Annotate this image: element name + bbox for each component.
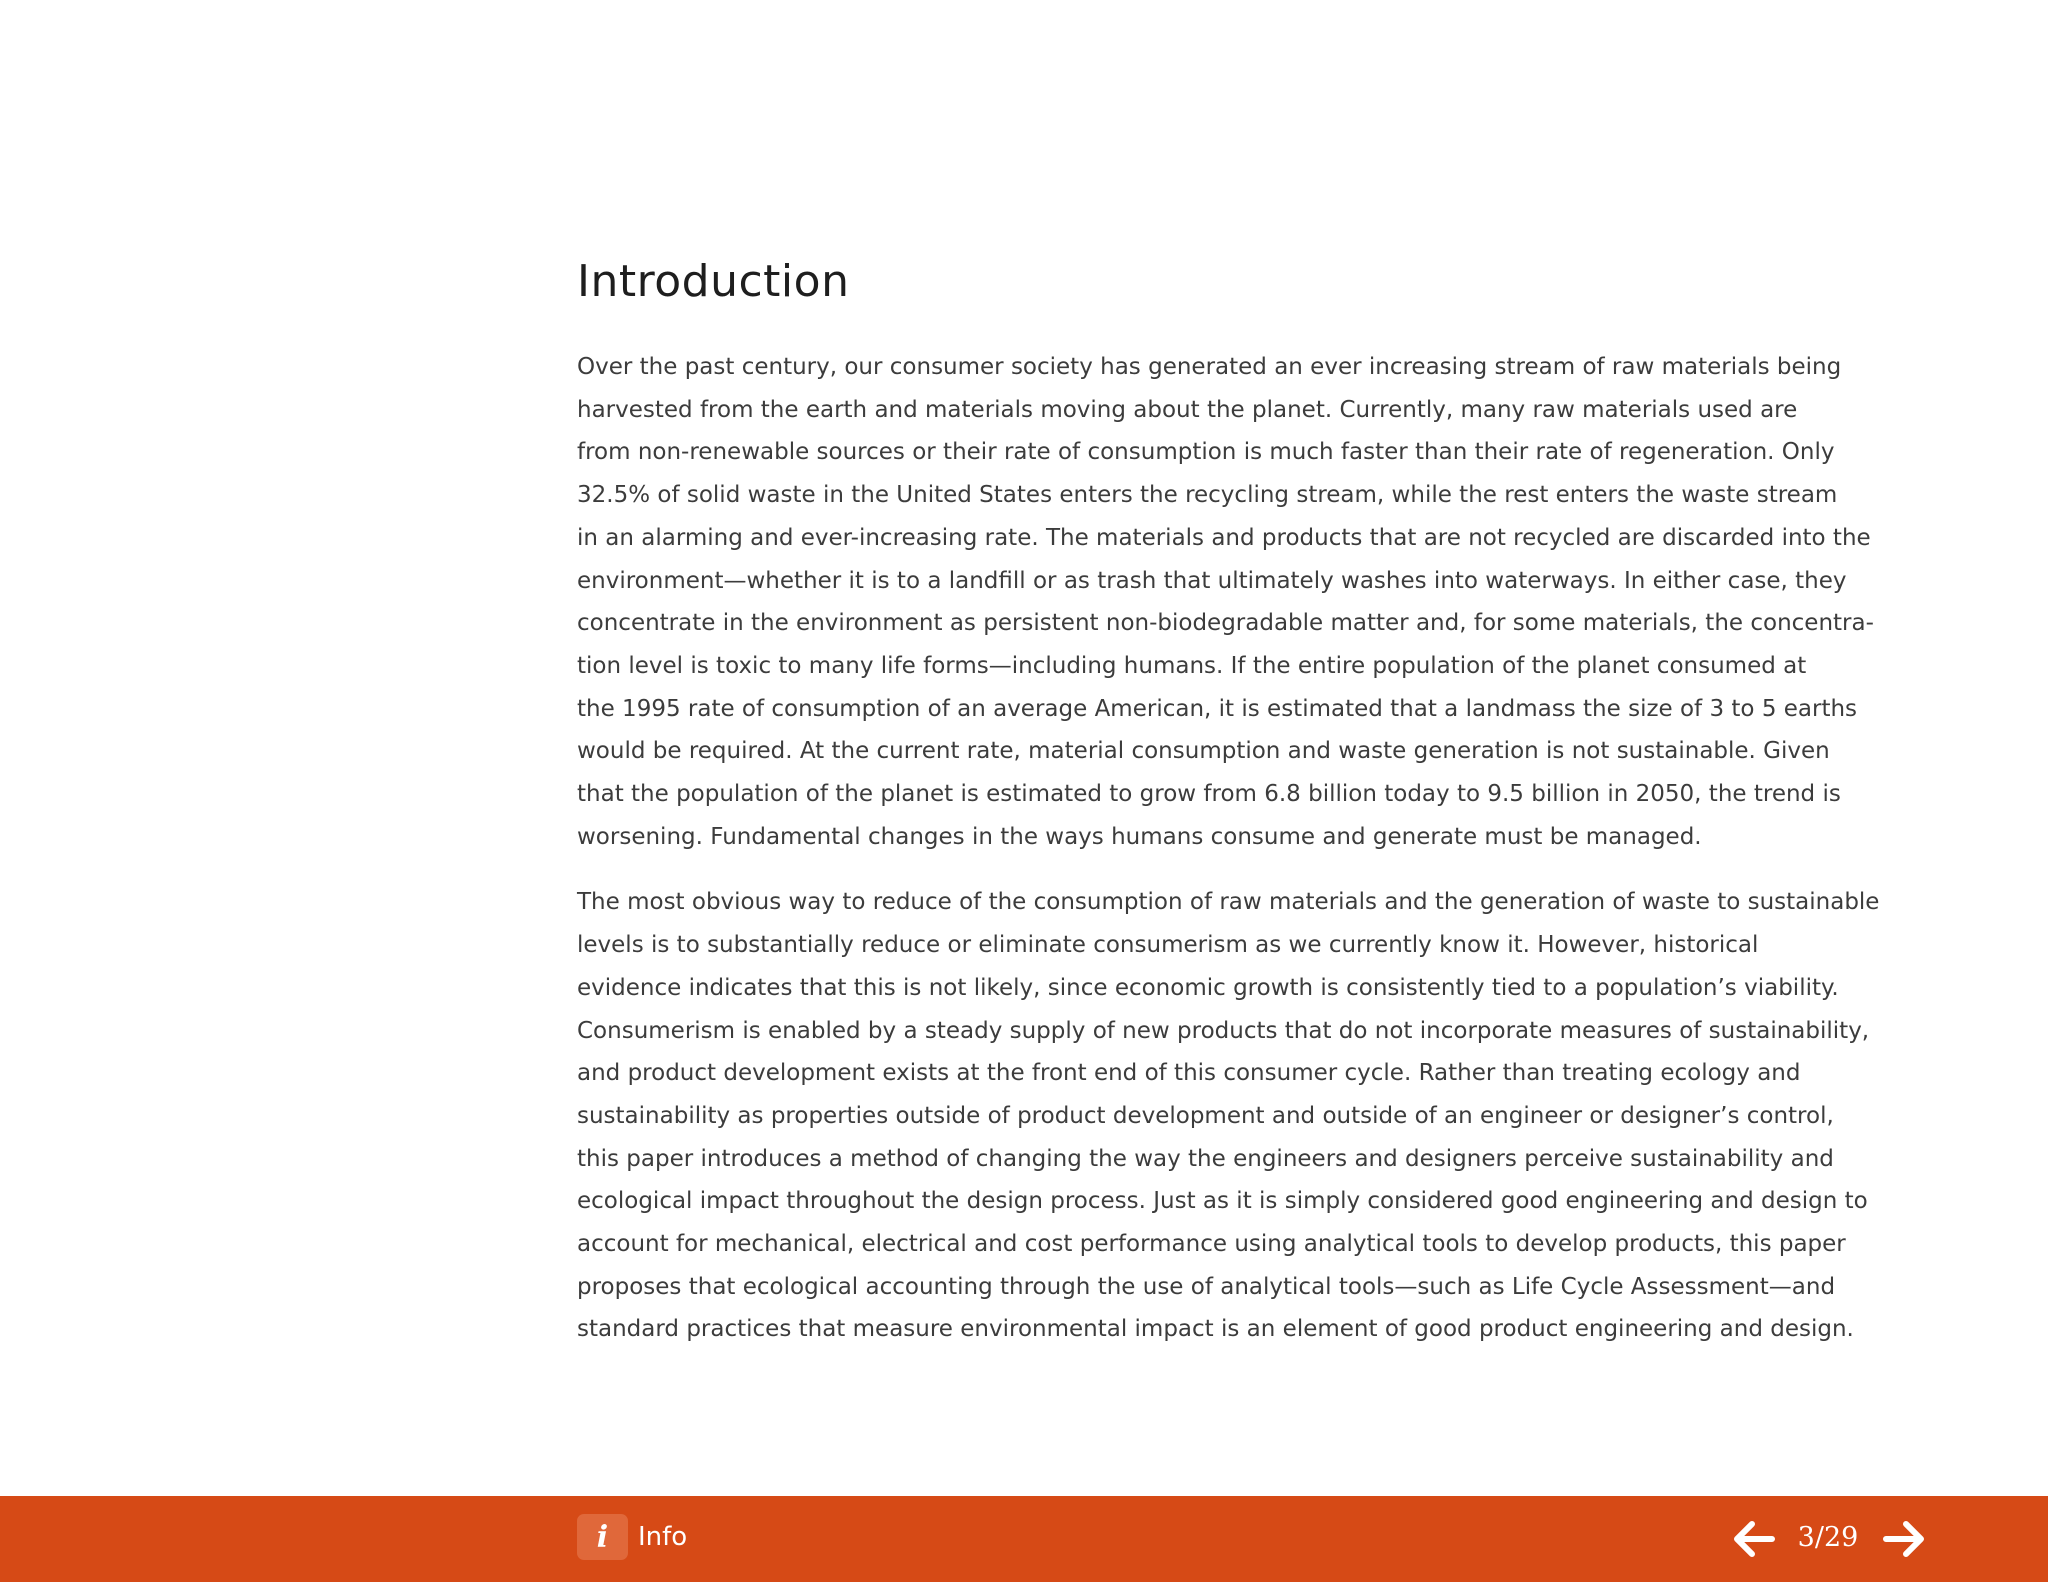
text-line: sustainability as properties outside of product development and outside of an engineer or designer’s control, (577, 1102, 1834, 1129)
document-content (577, 252, 1880, 1374)
text-line: tion level is toxic to many life forms—including humans. If the entire population of the planet consumed at (577, 652, 1807, 679)
text-line: proposes that ecological accounting through the use of analytical tools—such as Life Cycle Assessment—and (577, 1273, 1836, 1300)
next-page-button[interactable] (1880, 1514, 1930, 1564)
text-line: from non-renewable sources or their rate of consumption is much faster than their rate of regeneration. Only (577, 439, 1835, 466)
arrow-left-icon (1728, 1514, 1778, 1564)
text-line: account for mechanical, electrical and cost performance using analytical tools to develop products, this paper (577, 1231, 1846, 1258)
info-label: Info (638, 1522, 688, 1552)
text-line: concentrate in the environment as persistent non-biodegradable matter and, for some materials, the concentra- (577, 610, 1874, 637)
text-line: evidence indicates that this is not likely, since economic growth is consistently tied to a population’s viability. (577, 974, 1839, 1001)
text-line: Consumerism is enabled by a steady supply of new products that do not incorporate measures of sustainability, (577, 1017, 1870, 1044)
previous-page-button[interactable] (1728, 1514, 1778, 1564)
text-line: ecological impact throughout the design process. Just as it is simply considered good engineering and design to (577, 1188, 1868, 1215)
arrow-right-icon (1880, 1514, 1930, 1564)
footer-bar (0, 1496, 2048, 1582)
text-line: Over the past century, our consumer society has generated an ever increasing stream of raw materials being (577, 354, 1842, 380)
text-line: levels is to substantially reduce or eliminate consumerism as we currently know it. However, historical (577, 932, 1759, 959)
info-icon: i (577, 1514, 628, 1560)
text-line: environment—whether it is to a landfill or as trash that ultimately washes into waterways. In either case, they (577, 567, 1847, 594)
text-line: and product development exists at the front end of this consumer cycle. Rather than treating ecology and (577, 1060, 1801, 1087)
text-line: standard practices that measure environmental impact is an element of good product engineering and design. (577, 1316, 1854, 1343)
paragraph-1 (577, 346, 1877, 858)
text-line: in an alarming and ever-increasing rate. The materials and products that are not recycled are discarded into the (577, 524, 1871, 551)
page-counter: 3/29 (1797, 1522, 1859, 1553)
text-line: The most obvious way to reduce of the consumption of raw materials and the generation of waste to sustainable (577, 889, 1880, 916)
text-line: this paper introduces a method of changing the way the engineers and designers perceive sustainability and (577, 1145, 1834, 1172)
text-line: the 1995 rate of consumption of an average American, it is estimated that a landmass the size of 3 to 5 earths (577, 695, 1858, 722)
paragraph-2 (577, 881, 1880, 1351)
text-line: that the population of the planet is estimated to grow from 6.8 billion today to 9.5 billion in 2050, the trend is (577, 781, 1841, 808)
page-title: Introduction (577, 256, 850, 307)
text-line: would be required. At the current rate, material consumption and waste generation is not sustainable. Given (577, 738, 1830, 765)
text-line: worsening. Fundamental changes in the ways humans consume and generate must be managed. (577, 823, 1702, 850)
text-line: harvested from the earth and materials moving about the planet. Currently, many raw materials used are (577, 396, 1798, 423)
info-button[interactable] (577, 1513, 687, 1561)
text-line: 32.5% of solid waste in the United States enters the recycling stream, while the rest enters the waste stream (577, 482, 1838, 509)
